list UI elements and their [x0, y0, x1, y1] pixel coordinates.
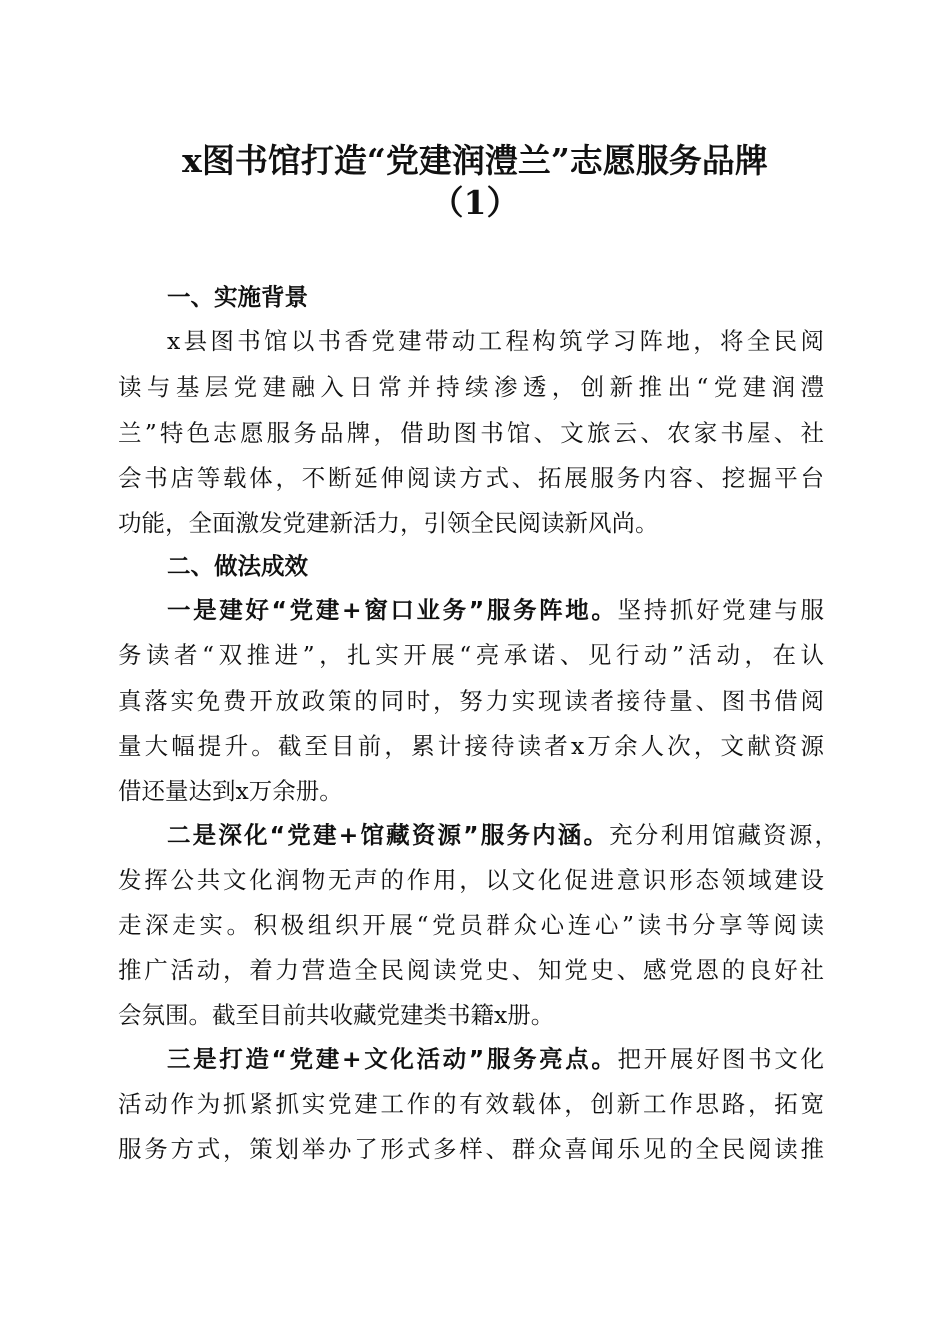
- body-line: 会书店等载体，不断延伸阅读方式、拓展服务内容、挖掘平台: [118, 464, 824, 492]
- body-line: 活动作为抓紧抓实党建工作的有效载体，创新工作思路，拓宽: [118, 1090, 824, 1118]
- body-line: 兰”特色志愿服务品牌，借助图书馆、文旅云、农家书屋、社: [118, 419, 824, 447]
- body-line: 借还量达到x万余册。: [118, 777, 343, 805]
- document-title-line2: （1）: [430, 183, 520, 222]
- body-line: 量大幅提升。截至目前，累计接待读者x万余人次，文献资源: [118, 732, 824, 760]
- paragraph-lead: 一是建好“党建+窗口业务”服务阵地。: [167, 596, 618, 624]
- paragraph-first-line: [167, 595, 824, 625]
- body-line: 务读者“双推进”，扎实开展“亮承诺、见行动”活动，在认: [118, 641, 824, 669]
- paragraph-first-rest: 充分利用馆藏资源，: [609, 821, 838, 849]
- body-line: 读与基层党建融入日常并持续渗透，创新推出“党建润澧: [118, 373, 824, 401]
- body-line: 真落实免费开放政策的同时，努力实现读者接待量、图书借阅: [118, 687, 824, 715]
- paragraph-first-rest: 坚持抓好党建与服: [617, 596, 825, 624]
- body-line: 推广活动，着力营造全民阅读党史、知党史、感党恩的良好社: [118, 956, 824, 984]
- paragraph-lead: 二是深化“党建+馆藏资源”服务内涵。: [167, 821, 610, 849]
- paragraph-first-line: [167, 1044, 824, 1074]
- paragraph-first-rest: 把开展好图书文化: [617, 1045, 825, 1073]
- body-line: x县图书馆以书香党建带动工程构筑学习阵地，将全民阅: [167, 327, 824, 355]
- document-title-line1: x图书馆打造“党建润澧兰”志愿服务品牌: [182, 141, 768, 180]
- body-line: 发挥公共文化润物无声的作用，以文化促进意识形态领域建设: [118, 866, 824, 894]
- body-line: 走深走实。积极组织开展“党员群众心连心”读书分享等阅读: [118, 911, 824, 939]
- paragraph-first-line: [167, 820, 838, 850]
- paragraph-lead: 三是打造“党建+文化活动”服务亮点。: [167, 1045, 618, 1073]
- body-line: 会氛围。截至目前共收藏党建类书籍x册。: [118, 1001, 555, 1029]
- section-heading-practices: 二、做法成效: [167, 552, 308, 580]
- body-line: 功能，全面激发党建新活力，引领全民阅读新风尚。: [118, 509, 659, 537]
- body-line: 服务方式，策划举办了形式多样、群众喜闻乐见的全民阅读推: [118, 1135, 824, 1163]
- section-heading-background: 一、实施背景: [167, 283, 308, 311]
